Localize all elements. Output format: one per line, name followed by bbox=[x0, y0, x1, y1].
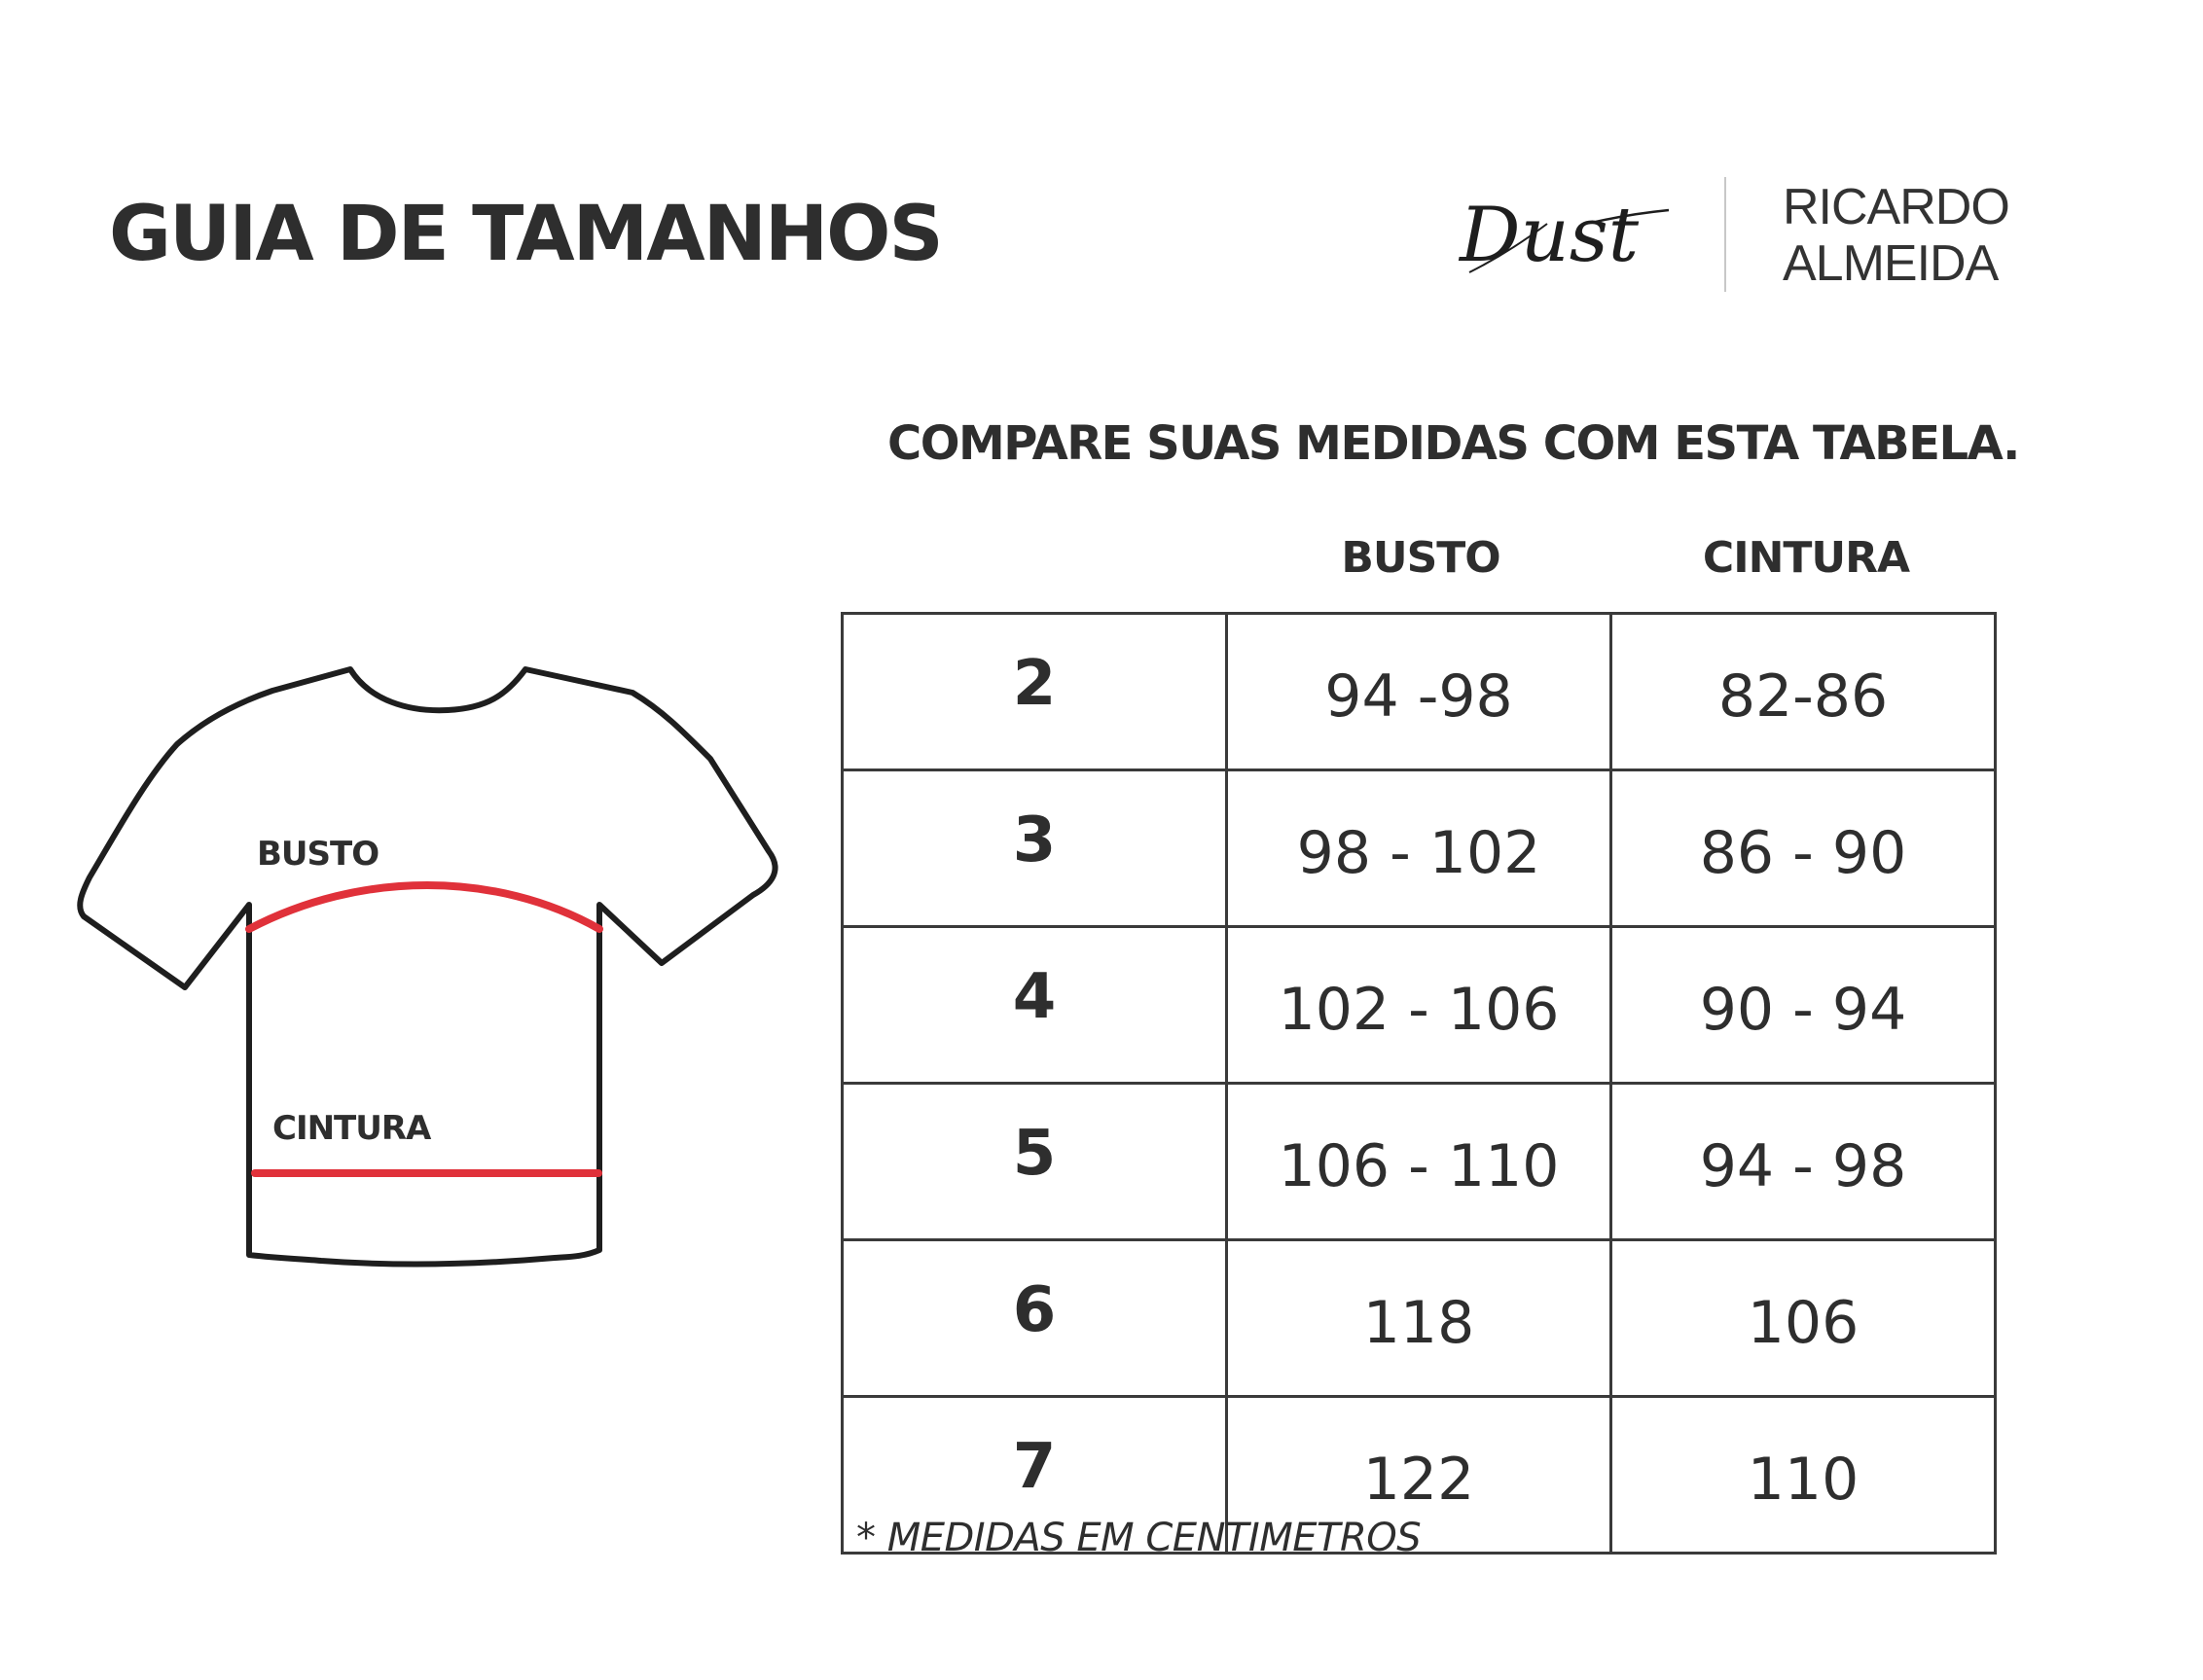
footnote: * MEDIDAS EM CENTIMETROS bbox=[856, 1516, 1422, 1560]
table-row bbox=[843, 614, 1996, 770]
busto-cell: 122 bbox=[1227, 1397, 1611, 1554]
size-cell: 6 bbox=[843, 1240, 1227, 1397]
table-subtitle: COMPARE SUAS MEDIDAS COM ESTA TABELA. bbox=[887, 416, 2019, 471]
busto-cell: 98 - 102 bbox=[1227, 770, 1611, 927]
column-header-busto: BUSTO bbox=[1341, 533, 1500, 583]
busto-diagram-label: BUSTO bbox=[257, 835, 379, 874]
almeida-logo-text: ALMEIDA bbox=[1783, 235, 1999, 292]
table-row bbox=[843, 1240, 1996, 1397]
cintura-cell: 110 bbox=[1611, 1397, 1996, 1554]
ricardo-logo-text: RICARDO bbox=[1783, 179, 2009, 235]
busto-cell: 106 - 110 bbox=[1227, 1084, 1611, 1240]
size-cell: 4 bbox=[843, 927, 1227, 1084]
cintura-cell: 86 - 90 bbox=[1611, 770, 1996, 927]
page-title: GUIA DE TAMANHOS bbox=[109, 191, 942, 278]
size-table bbox=[841, 612, 1997, 1555]
column-header-cintura: CINTURA bbox=[1702, 533, 1910, 583]
ricardo-almeida-logo bbox=[1783, 179, 2009, 292]
table-row bbox=[843, 770, 1996, 927]
dust-logo-text: Dust bbox=[1460, 192, 1640, 279]
brand-logos bbox=[1440, 165, 2063, 302]
brand-divider bbox=[1724, 177, 1726, 292]
busto-cell: 118 bbox=[1227, 1240, 1611, 1397]
dust-logo bbox=[1450, 185, 1693, 292]
cintura-cell: 106 bbox=[1611, 1240, 1996, 1397]
table-row bbox=[843, 927, 1996, 1084]
size-cell: 7 bbox=[843, 1397, 1227, 1554]
cintura-cell: 94 - 98 bbox=[1611, 1084, 1996, 1240]
size-cell: 3 bbox=[843, 770, 1227, 927]
table-row bbox=[843, 1084, 1996, 1240]
cintura-diagram-label: CINTURA bbox=[272, 1109, 431, 1148]
tshirt-diagram bbox=[68, 652, 788, 1294]
size-cell: 5 bbox=[843, 1084, 1227, 1240]
busto-cell: 102 - 106 bbox=[1227, 927, 1611, 1084]
busto-cell: 94 -98 bbox=[1227, 614, 1611, 770]
cintura-cell: 82-86 bbox=[1611, 614, 1996, 770]
size-cell: 2 bbox=[843, 614, 1227, 770]
cintura-cell: 90 - 94 bbox=[1611, 927, 1996, 1084]
